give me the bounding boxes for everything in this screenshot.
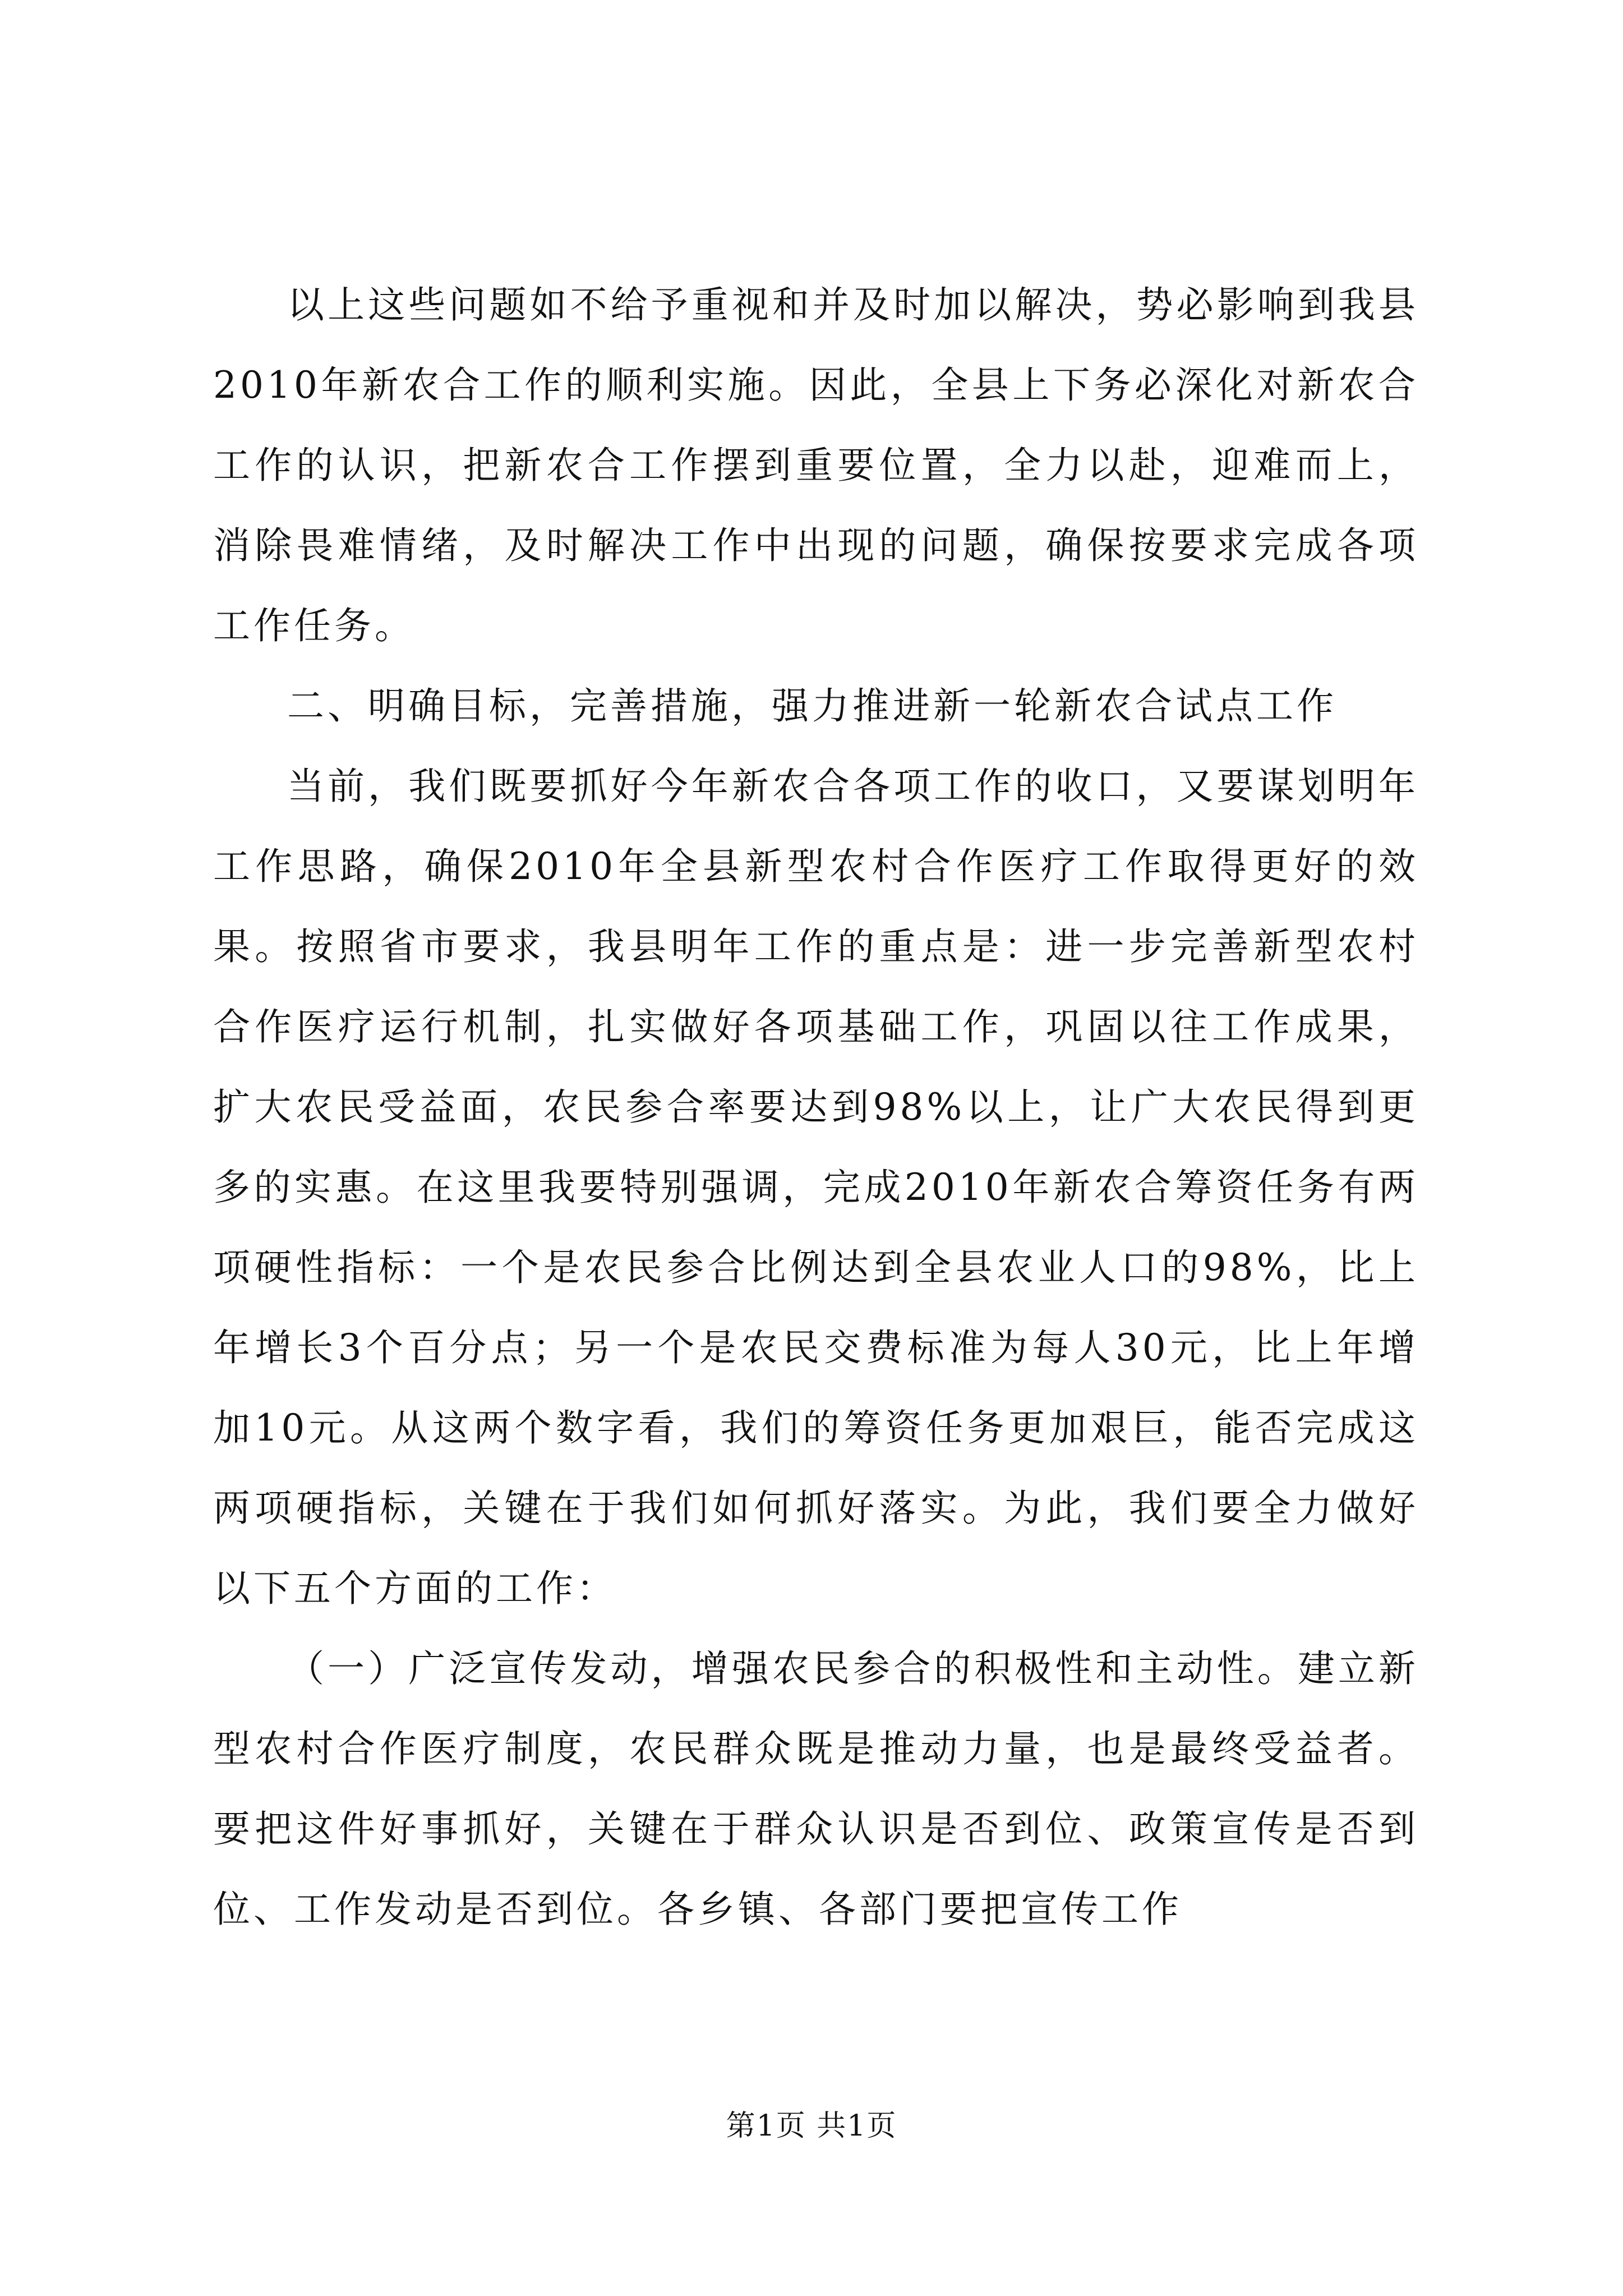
paragraph-conclusion: 以上这些问题如不给予重视和并及时加以解决，势必影响到我县2010年新农合工作的顺利实施。因此，全县上下务必深化对新农合工作的认识，把新农合工作摆到重要位置，全力以赴，迎难而上，消除畏难情绪，及时解决工作中出现的问题，确保按要求完成各项工作任务。	[213, 283, 1419, 647]
paragraph-goals: 当前，我们既要抓好今年新农合各项工作的收口，又要谋划明年工作思路，确保2010年全县新型农村合作医疗工作取得更好的效果。按照省市要求，我县明年工作的重点是：进一步完善新型农村合作医疗运行机制，扎实做好各项基础工作，巩固以往工作成果，扩大农民受益面，农民参合率要达到98%以上，让广大农民得到更多的实惠。在这里我要特别强调，完成2010年新农合筹资任务有两项硬性指标：一个是农民参合比例达到全县农业人口的98%，比上年增长3个百分点；另一个是农民交费标准为每人30元，比上年增加10元。从这两个数字看，我们的筹资任务更加艰巨，能否完成这两项硬指标，关键在于我们如何抓好落实。为此，我们要全力做好以下五个方面的工作：	[213, 765, 1419, 1610]
document-body	[213, 265, 1419, 1949]
page-footer: 第1页 共1页	[726, 2109, 897, 2143]
paragraph-publicity: （一）广泛宣传发动，增强农民参合的积极性和主动性。建立新型农村合作医疗制度，农民群众既是推动力量，也是最终受益者。要把这件好事抓好，关键在于群众认识是否到位、政策宣传是否到位、工作发动是否到位。各乡镇、各部门要把宣传工作	[213, 1647, 1419, 1931]
section-heading-2: 二、明确目标，完善措施，强力推进新一轮新农合试点工作	[287, 684, 1337, 728]
